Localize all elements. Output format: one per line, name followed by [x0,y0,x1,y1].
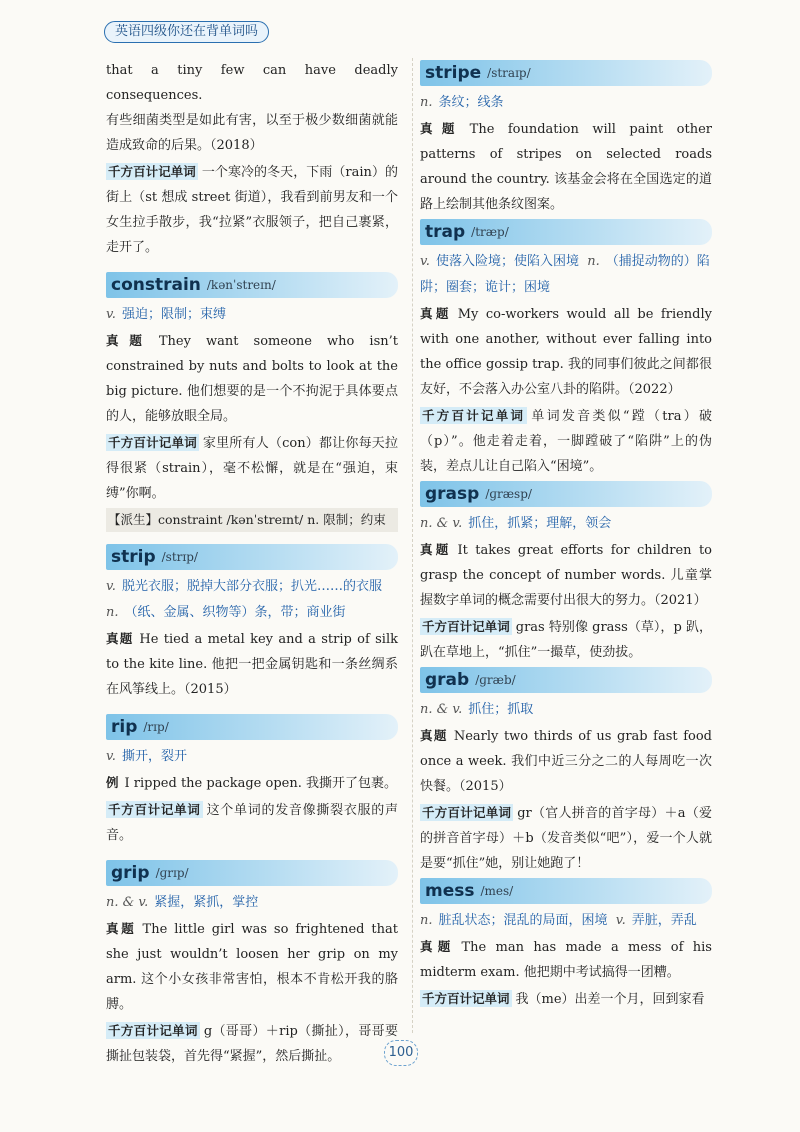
definition [420,908,712,934]
headword-bar [420,667,712,693]
headword-bar [106,544,398,570]
definition [106,890,398,916]
example-tag: 例 [106,775,119,790]
headword: grab [425,670,470,690]
definition-text: 抓住；抓取 [468,702,534,717]
definition-text: 抓住，抓紧；理解，领会 [468,516,612,531]
memo-text: gr（官人拼音的首字母）＋a（爱的拼音首字母）＋b（发音类似“吧”），爱一个人就是要“抓住”她，别让她跑了！ [420,806,712,871]
memo-text: 这个单词的发音像撕裂衣服的声音。 [106,803,398,843]
phonetic: /ɡrɪp/ [155,866,189,880]
definition [106,744,398,770]
part-of-speech: v. [106,579,116,594]
definition [420,697,712,723]
definition [420,90,712,116]
definition-text: 脏乱状态；混乱的局面，困境 [438,913,608,928]
example-text: He tied a metal key and a strip of silk to the kite line. 他把一把金属钥匙和一条丝绸系在风筝线上。（2015） [106,632,398,697]
phonetic: /træp/ [471,225,509,239]
entry-grasp [420,481,712,665]
part-of-speech: n. [420,95,433,110]
headword-bar [420,60,712,86]
memo-tag: 千方百计记单词 [108,435,197,450]
entry-constrain [106,272,398,532]
definition-text: 使落入险境；使陷入困境 [435,254,579,269]
example [106,916,398,1017]
memo [106,797,398,848]
example-tag: 真题 [106,333,153,348]
headword-bar [420,878,712,904]
memo [420,986,712,1012]
memo-text: 一个寒冷的冬天，下雨（rain）的街上（st 想成 street 街道），我看到前男友和一个女生拉手散步，我“拉紧”衣服领子，把自己裹紧，走开了。 [106,165,398,255]
example-tag: 真题 [420,728,448,743]
memo-text: 单词发音类似“蹚（tra）破（p）”。他走着走着，一脚蹚破了“陷阱”上的伪装，差点儿让自己陷入“困境”。 [420,409,712,474]
memo-tag: 千方百计记单词 [422,991,510,1006]
right-column [420,58,712,1012]
example-tag: 真题 [420,306,452,321]
entry-strip [106,544,398,702]
example-text: I ripped the package open. 我撕开了包裹。 [124,776,397,791]
phonetic: /straɪp/ [487,66,531,80]
memo-tag: 千方百计记单词 [422,805,512,820]
entry-trap [420,219,712,479]
memo-tag: 千方百计记单词 [108,1023,198,1038]
part-of-speech: v. [420,254,430,269]
definition-text: 弄脏，弄乱 [631,913,697,928]
entry-grab [420,667,712,876]
definition-text: 强迫；限制；束缚 [121,307,226,322]
phonetic: /ɡræb/ [475,673,516,687]
headword: rip [111,717,138,737]
example-text: Nearly two thirds of us grab fast food once a week. 我们中近三分之二的人每周吃一次快餐。（2015） [420,729,712,794]
headword: strip [111,547,156,567]
phonetic: /mes/ [480,884,514,898]
definition-text: 紧握，紧抓，掌控 [154,895,259,910]
part-of-speech: n. & v. [420,702,463,717]
example-tag: 真题 [420,121,464,136]
page-number: 100 [384,1040,418,1066]
definition [106,574,398,626]
example [106,770,398,796]
part-of-speech: n. [587,254,600,269]
carry-over-paragraph [106,58,398,158]
memo-text: g（哥哥）＋rip（撕扯），哥哥要撕扯包装袋，首先得“紧握”，然后撕扯。 [106,1024,398,1064]
example [420,301,712,402]
phonetic: /kənˈstreɪn/ [206,278,276,292]
part-of-speech: v. [615,913,626,928]
entry-mess [420,878,712,1012]
headword-bar [106,860,398,886]
carry-memo-paragraph [106,159,398,260]
definition [420,249,712,301]
carry-over-english: that a tiny few can have deadly consequences. [106,63,398,103]
example-tag: 真题 [420,939,456,954]
left-column [106,58,398,1069]
definition-text: 脱光衣服；脱掉大部分衣服；扒光……的衣服 [121,579,382,594]
entry-stripe [420,60,712,217]
example-text: The little girl was so frightened that she just wouldn’t loosen her grip on my arm. 这个小女孩非常害怕，根本不肯松开我的胳膊。 [106,922,398,1012]
entry-grip [106,860,398,1069]
headword-bar [420,219,712,245]
definition [420,511,712,537]
phonetic: /strɪp/ [161,550,198,564]
memo-text: gras 特别像 grass（草），p 趴，趴在草地上，“抓住”一撮草，使劲拔。 [420,620,712,660]
headword: constrain [111,275,201,295]
memo-tag: 千方百计记单词 [422,408,526,423]
memo-tag: 千方百计记单词 [108,802,201,817]
carry-over-chinese: 有些细菌类型是如此有害，以至于极少数细菌就能造成致命的后果。（2018） [106,113,398,153]
example-text: My co-workers would all be friendly with one another, without ever falling into the office gossip trap. 我的同事们彼此之间都很友好，不会落入办公室八卦的陷阱。（2022） [420,307,712,397]
example-text: The foundation will paint other patterns of stripes on selected roads around the country. 该基金会将在全国选定的道路上绘制其他条纹图案。 [420,122,712,212]
example-tag: 真题 [420,542,452,557]
example-text: The man has made a mess of his midterm exam. 他把期中考试搞得一团糟。 [420,940,712,980]
memo-tag: 千方百计记单词 [422,619,510,634]
headword-bar [106,272,398,298]
memo-text: 我（me）出差一个月，回到家看 [515,992,705,1007]
example-text: It takes great efforts for children to grasp the concept of number words. 儿童掌握数字单词的概念需要付出很大的努力。（2021） [420,543,712,608]
memo [420,403,712,479]
part-of-speech: v. [106,749,116,764]
definition-text: （捕捉动物的）陷阱；圈套；诡计；困境 [420,254,710,295]
headword: grip [111,863,150,883]
headword-bar [420,481,712,507]
example [420,934,712,985]
definition-text: 条纹；线条 [438,95,504,110]
part-of-speech: v. [106,307,116,322]
part-of-speech: n. [420,913,433,928]
memo [420,800,712,876]
column-divider [412,58,413,1033]
derivative-note: 【派生】constraint /kənˈstreɪnt/ n. 限制；约束 [106,508,398,532]
memo-text: 家里所有人（con）都让你每天拉得很紧（strain），毫不松懈，就是在“强迫，束缚”你啊。 [106,436,398,501]
example [106,328,398,429]
definition-text: （纸、金属、织物等）条，带；商业街 [124,605,346,620]
phonetic: /rɪp/ [143,720,169,734]
example [106,626,398,702]
headword: mess [425,881,475,901]
memo [420,614,712,665]
headword: stripe [425,63,482,83]
memo [106,1018,398,1069]
phonetic: /ɡræsp/ [485,487,532,501]
part-of-speech: n. [106,605,119,620]
entry-rip [106,714,398,848]
example-tag: 真题 [106,921,137,936]
definition-text: 撕开，裂开 [121,749,187,764]
example [420,723,712,799]
example [420,116,712,217]
book-title-badge: 英语四级你还在背单词吗 [104,21,269,43]
example-text: They want someone who isn’t constrained by nuts and bolts to look at the big picture. 他们想要的是一个不拘泥于具体要点的人，能够放眼全局。 [106,334,398,424]
headword: grasp [425,484,480,504]
part-of-speech: n. & v. [420,516,463,531]
example [420,537,712,613]
memo-tag: 千方百计记单词 [108,164,196,179]
definition [106,302,398,328]
headword: trap [425,222,466,242]
headword-bar [106,714,398,740]
part-of-speech: n. & v. [106,895,149,910]
memo [106,430,398,506]
example-tag: 真题 [106,631,134,646]
